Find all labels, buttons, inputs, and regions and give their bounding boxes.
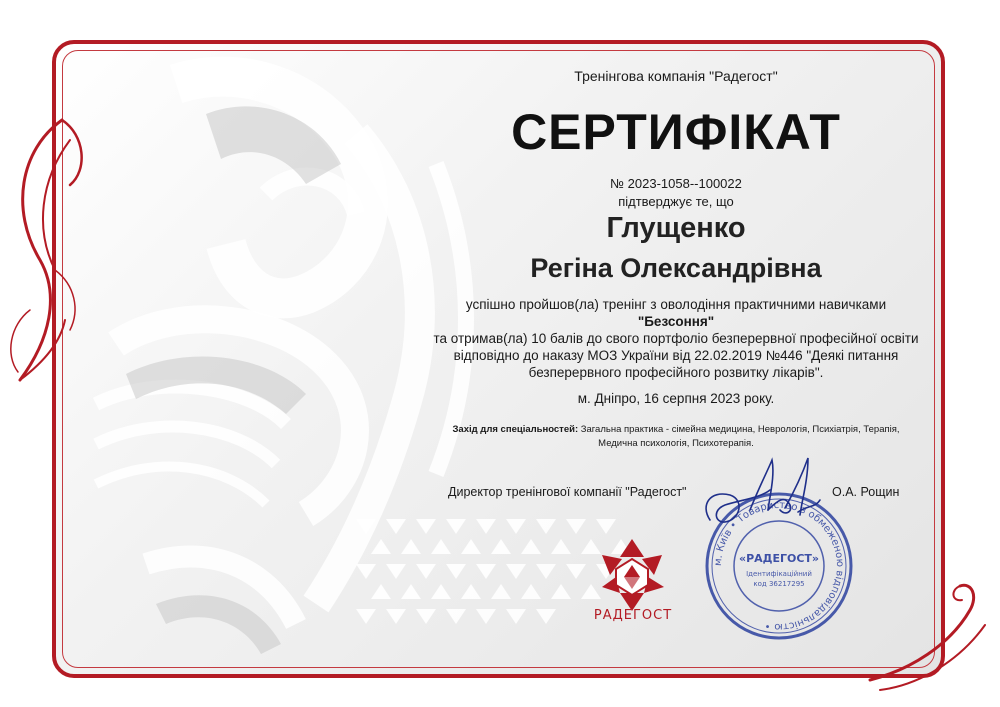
- points-description: [376, 330, 976, 381]
- confirms-text: підтверджує те, що: [618, 194, 734, 209]
- specialties-label: Захід для спеціальностей:: [452, 424, 579, 435]
- body-line-3: відповідно до наказу МОЗ України від 22.02.2019 №446 "Деякі питання: [453, 348, 899, 363]
- right-swirl-ornament-icon: [860, 560, 1000, 700]
- body-line-1: успішно пройшов(ла) тренінг з оволодіння практичними навичками: [465, 297, 887, 312]
- director-label: Директор тренінгової компанії "Радегост": [448, 485, 687, 499]
- training-name: "Безсоння": [637, 314, 715, 329]
- recipient-surname: Глущенко: [606, 212, 746, 244]
- director-name: О.А. Рощин: [832, 485, 900, 499]
- radegost-logo-icon: [592, 535, 672, 615]
- director-signature-icon: [690, 450, 830, 540]
- specialties-line-2: Медична психологія, Психотерапія.: [598, 438, 754, 449]
- body-line-2: та отримав(ла) 10 балів до свого портфоліо безперервної професійної освіти: [433, 331, 919, 346]
- left-swirl-ornament-icon: [0, 110, 130, 410]
- recipient-given-names: Регіна Олександрівна: [530, 253, 822, 283]
- certificate-title: СЕРТИФІКАТ: [511, 104, 841, 160]
- specialties-line-1: Загальна практика - сімейна медицина, Неврологія, Психіатрія, Терапія,: [580, 424, 900, 435]
- stamp-ring-text: м. Київ • Товариство з обмеженою відповідальністю •: [712, 499, 846, 633]
- company-line: Тренінгова компанія "Радегост": [574, 68, 778, 84]
- place-date: м. Дніпро, 16 серпня 2023 року.: [577, 391, 775, 406]
- logo-text: РАДЕГОСТ: [593, 608, 673, 623]
- stamp-code: код 36217295: [753, 580, 805, 588]
- specialties-block: [400, 423, 952, 451]
- body-line-4: безперервного професійного розвитку лікарів".: [528, 365, 824, 380]
- training-description: [376, 296, 976, 330]
- stamp-id-label: Ідентифікаційний: [746, 570, 812, 578]
- certificate-number: № 2023-1058--100022: [610, 176, 742, 191]
- stamp-center-name: «РАДЕГОСТ»: [738, 552, 820, 565]
